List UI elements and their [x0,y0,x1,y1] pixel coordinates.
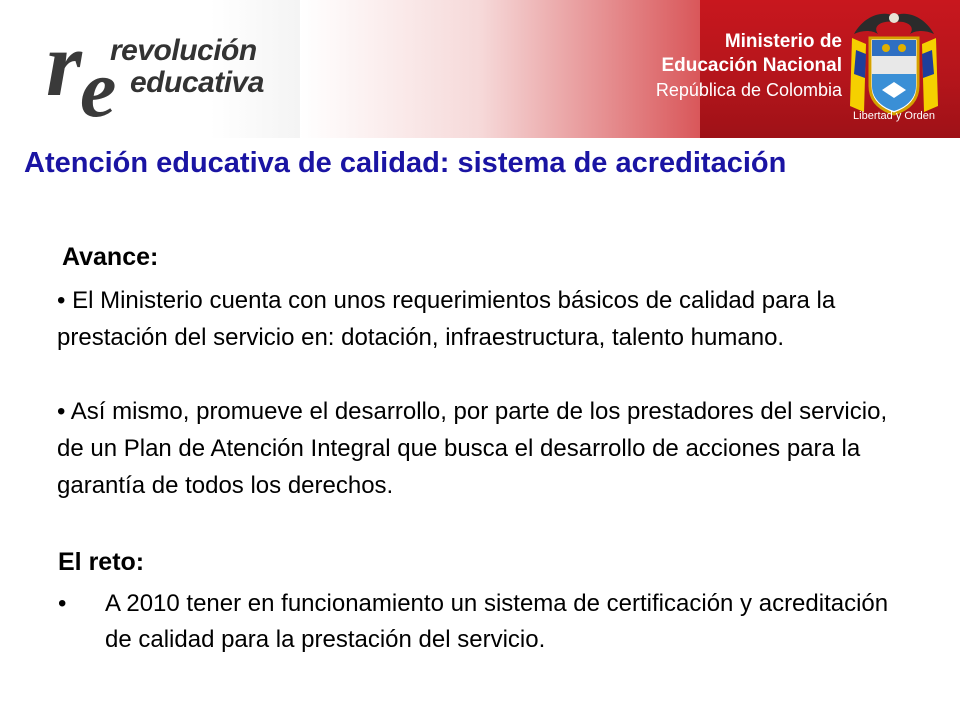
revolucion-educativa-logo [44,13,304,134]
slide-title: Atención educativa de calidad: sistema de acreditación [24,147,787,179]
logo-word-educativa: educativa [130,66,264,99]
logo-initial-e: e [80,43,117,134]
ministry-line3: República de Colombia [655,80,842,100]
challenge-heading: El reto: [58,548,145,576]
progress-point-1: • El Ministerio cuenta con unos requerimientos básicos de calidad para la prestación del servicio en: dotación, infraestructura, talento humano. [57,287,836,351]
logo-initial-r: r [46,13,82,115]
progress-point-2: • Así mismo, promueve el desarrollo, por parte de los prestadores del servicio, de un Plan de Atención Integral que busca el desarrollo de acciones para la garantía de todos los derechos. [57,398,888,499]
coat-of-arms-motto: Libertad y Orden [853,110,935,122]
progress-heading: Avance: [62,243,159,271]
bullet-icon: • [58,590,67,617]
ministry-line1: Ministerio de [724,31,842,52]
ministry-name [610,30,842,102]
slide-header [0,0,960,138]
logo-word-revolucion: revolución [110,34,257,67]
challenge-point-1: A 2010 tener en funcionamiento un sistema de certificación y acreditación de calidad para la prestación del servicio. [105,590,889,653]
ministry-line2: Educación Nacional [661,55,842,76]
